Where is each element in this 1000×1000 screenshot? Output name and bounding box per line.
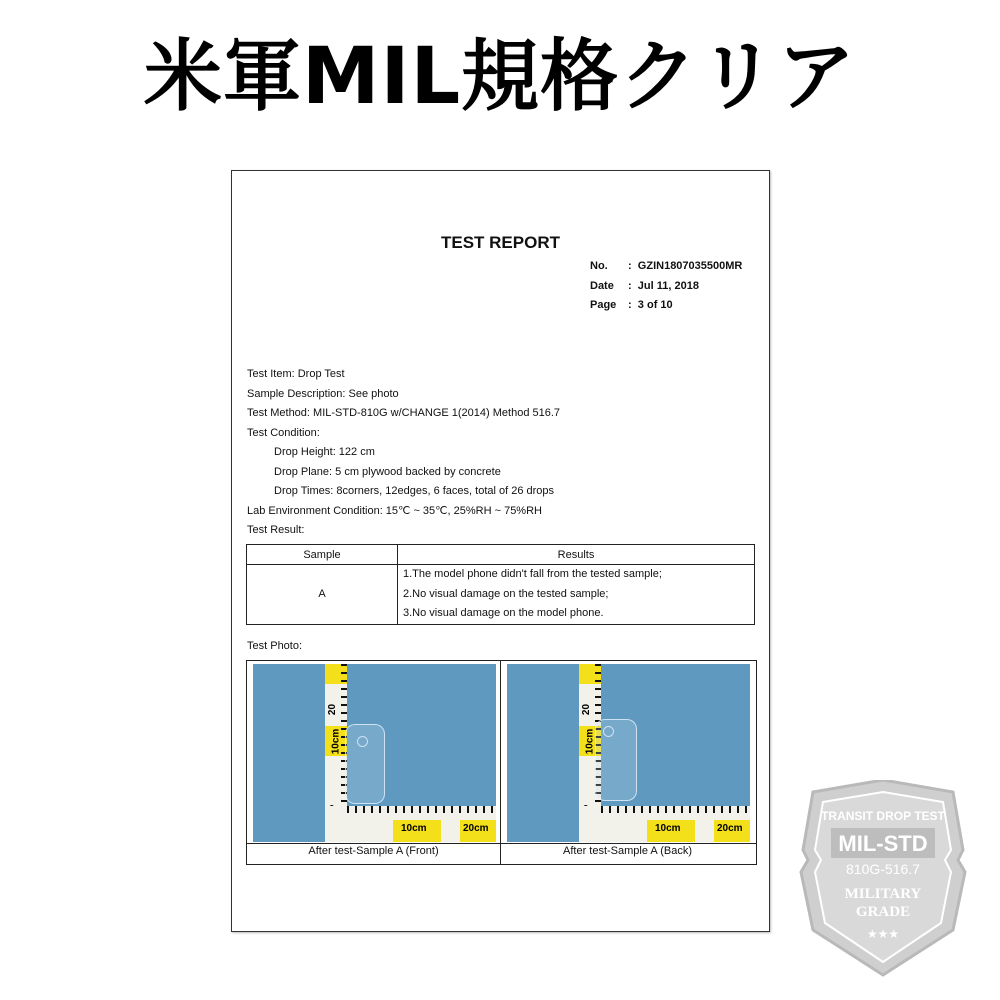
photo-back — [507, 664, 750, 842]
test-item: Test Item: Drop Test — [247, 368, 345, 380]
test-condition: Test Condition: — [247, 426, 320, 439]
result-line: 3.No visual damage on the model phone. — [403, 607, 604, 619]
drop-height: Drop Height: 122 cm — [274, 446, 375, 458]
meta-value: 3 of 10 — [637, 299, 673, 311]
ruler-label: 20 — [581, 703, 593, 716]
shield-icon — [793, 780, 973, 980]
results-cell — [398, 565, 755, 625]
sample-description: Sample Description: See photo — [247, 387, 399, 400]
ruler-label: 10cm — [584, 728, 596, 755]
ruler-label: 20cm — [717, 823, 743, 834]
meta-value: Jul 11, 2018 — [637, 279, 699, 292]
ruler-label: 10cm — [330, 728, 342, 755]
meta-value: GZIN1807035500MR — [637, 260, 743, 272]
mil-std-badge — [793, 780, 973, 980]
badge-line2: MIL-STD — [838, 831, 928, 856]
test-report-document — [231, 170, 770, 932]
horizontal-ruler — [579, 806, 750, 842]
badge-line4: MILITARY — [844, 886, 922, 902]
drop-times: Drop Times: 8corners, 12edges, 6 faces, total of 26 drops — [274, 485, 555, 497]
meta-sep: : — [628, 299, 632, 311]
column-divider — [500, 661, 501, 864]
vertical-ruler — [325, 664, 347, 824]
photo-table — [246, 660, 757, 865]
report-body — [247, 365, 560, 541]
meta-key: No. — [590, 260, 608, 272]
test-result-label: Test Result: — [247, 524, 305, 536]
badge-line5: GRADE — [855, 904, 911, 920]
badge-stars: ★★★ — [866, 927, 900, 941]
photo-front — [253, 664, 496, 842]
sample-cell: A — [247, 565, 398, 625]
ruler-label: 20cm — [463, 823, 489, 834]
ruler-label: 20 — [327, 703, 339, 716]
camera-cutout — [603, 726, 614, 737]
drop-plane: Drop Plane: 5 cm plywood backed by concrete — [274, 465, 501, 478]
meta-sep: : — [628, 279, 632, 292]
results-table — [246, 544, 755, 625]
table-row — [247, 565, 755, 625]
meta-key: Page — [590, 299, 617, 311]
ruler-label: 10cm — [401, 823, 427, 834]
meta-sep: : — [628, 260, 632, 272]
photo-caption-back: After test-Sample A (Back) — [563, 845, 692, 857]
phone-case-back — [595, 719, 637, 801]
meta-key: Date — [590, 279, 614, 292]
ruler-label: 10cm — [655, 823, 681, 834]
horizontal-ruler — [325, 806, 496, 842]
test-method: Test Method: MIL-STD-810G w/CHANGE 1(2014) Method 516.7 — [247, 407, 561, 419]
caption-divider — [247, 843, 756, 844]
report-title: TEST REPORT — [440, 233, 560, 252]
meta-page — [590, 296, 742, 316]
meta-date — [590, 277, 742, 297]
badge-line3: 810G-516.7 — [846, 861, 920, 877]
result-line: 1.The model phone didn't fall from the tested sample; — [403, 568, 662, 580]
report-meta — [590, 257, 742, 316]
column-header: Sample — [247, 545, 398, 565]
table-header-row — [247, 545, 755, 565]
photo-caption-front: After test-Sample A (Front) — [308, 845, 439, 857]
test-photo-label: Test Photo: — [247, 640, 303, 652]
result-line: 2.No visual damage on the tested sample; — [403, 587, 609, 600]
meta-number — [590, 257, 742, 277]
lab-environment: Lab Environment Condition: 15℃ ~ 35℃, 25%RH ~ 75%RH — [247, 504, 542, 517]
badge-line1: TRANSIT DROP TEST — [821, 809, 945, 823]
column-header: Results — [398, 545, 755, 565]
headline: 米軍MIL規格クリア — [143, 32, 857, 122]
camera-cutout — [357, 736, 368, 747]
